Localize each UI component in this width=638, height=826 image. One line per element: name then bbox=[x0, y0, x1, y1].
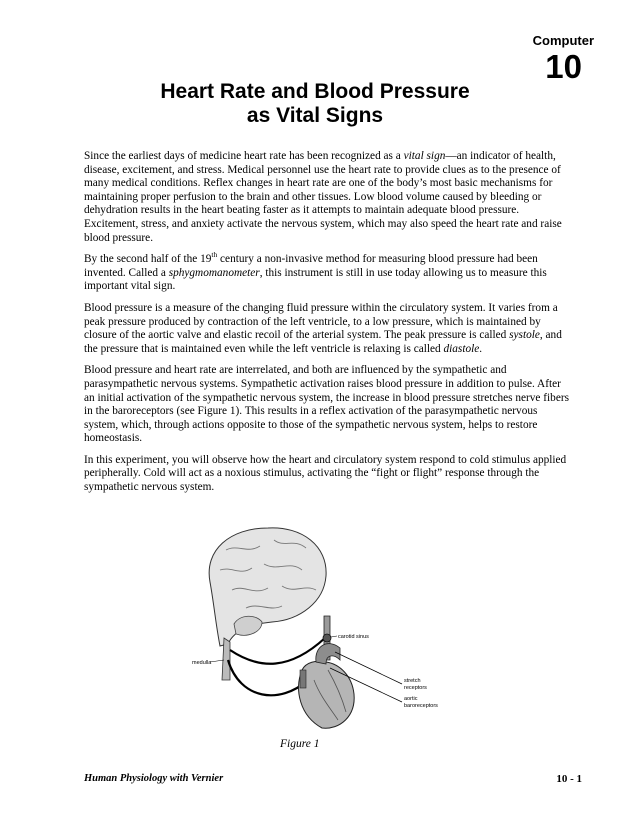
p3-emphasis-diastole: diastole bbox=[443, 342, 480, 355]
aortic-label-1: aortic bbox=[404, 696, 418, 702]
stretch-label-2: receptors bbox=[404, 685, 427, 691]
p3-text-a: Blood pressure is a measure of the changing fluid pressure within the circulatory system. It varies from a peak pressure produced by contraction of the left ventricle, to a low pressure, which is maintained by closure of the aortic valve and elastic recoil of the arterial system. The peak pressure is called bbox=[84, 301, 558, 342]
page-title bbox=[110, 80, 520, 128]
heart-shape bbox=[299, 661, 355, 728]
p3-text-b: , and the pressure that is maintained even while the left ventricle is relaxing is called bbox=[84, 329, 562, 355]
p1-emphasis: vital sign bbox=[403, 150, 446, 162]
carotid-label: carotid sinus bbox=[338, 634, 369, 640]
paragraph-interrelated: Blood pressure and heart rate are interrelated, and both are influenced by the sympathetic and parasympathetic nervous systems. Sympathetic activation raises blood pressure in addition to pulse. After an initial activation of the sympathetic nervous system, the increase in blood pressure stretches nerve fibers in the baroreceptors (see Figure 1). This results in a reflex activation of the parasympathetic nervous system, which, through actions opposite to those of the sympathetic nervous system, helps to restore homeostasis. bbox=[84, 364, 569, 445]
figure-1 bbox=[190, 520, 480, 730]
experiment-number: 10 bbox=[545, 48, 582, 85]
medulla-label: medulla bbox=[192, 660, 212, 666]
p3-text-c: . bbox=[479, 342, 483, 355]
stretch-label-1: stretch bbox=[404, 678, 421, 684]
paragraph-sphygmomanometer bbox=[84, 250, 574, 294]
footer-book-title: Human Physiology with Vernier bbox=[84, 773, 224, 784]
carotid-sinus-marker bbox=[323, 634, 331, 642]
nerve-to-carotid bbox=[230, 638, 325, 664]
p2-superscript: th bbox=[211, 250, 218, 260]
p1-text-a: Since the earliest days of medicine heart rate has been recognized as a bbox=[84, 150, 404, 162]
p2-emphasis: sphygmomanometer bbox=[168, 266, 260, 279]
brain-shape bbox=[209, 528, 326, 646]
paragraph-blood-pressure bbox=[84, 302, 574, 356]
aortic-label-2: baroreceptors bbox=[404, 703, 438, 709]
cerebellum bbox=[234, 616, 262, 635]
p2-text-b: century a non-invasive method for measuring blood pressure had been invented. Called a bbox=[84, 253, 538, 279]
title-line-2: as Vital Signs bbox=[246, 104, 384, 127]
p1-text-b: —an indicator of health, disease, excitement, and stress. Medical personnel use the heart rate to provide clues as to the presence of many medical conditions. Reflex changes in heart rate are one of the body’s most basic mechanisms for maintaining proper perfusion to the brain and other tissues. Low blood volume caused by bleeding or dehydration results in the heart beating faster as it attempts to maintain adequate blood pressure. Excitement, stress, and anxiety activate the nervous system, which may also speed the heart rate and raise blood pressure. bbox=[84, 150, 562, 244]
brain-heart-illustration bbox=[190, 520, 480, 730]
heart-vessels bbox=[300, 670, 306, 688]
p2-text-c: , this instrument is still in use today allowing us to measure this important vital sign. bbox=[84, 266, 547, 293]
figure-caption: Figure 1 bbox=[280, 738, 320, 750]
computer-label: Computer bbox=[532, 33, 594, 48]
paragraph-vital-sign bbox=[84, 150, 574, 245]
aorta bbox=[316, 644, 340, 664]
p3-emphasis-systole: systole bbox=[509, 329, 540, 342]
footer-page-number: 10 - 1 bbox=[556, 773, 582, 785]
p2-text-a: By the second half of the 19 bbox=[84, 253, 212, 266]
body-text bbox=[84, 150, 574, 503]
paragraph-experiment: In this experiment, you will observe how the heart and circulatory system respond to cold stimulus applied peripherally. Cold will act as a noxious stimulus, activating the “fight or flight” response through the sympathetic nervous system. bbox=[84, 453, 567, 494]
nerve-to-heart bbox=[228, 660, 308, 695]
title-line-1: Heart Rate and Blood Pressure bbox=[160, 80, 470, 103]
